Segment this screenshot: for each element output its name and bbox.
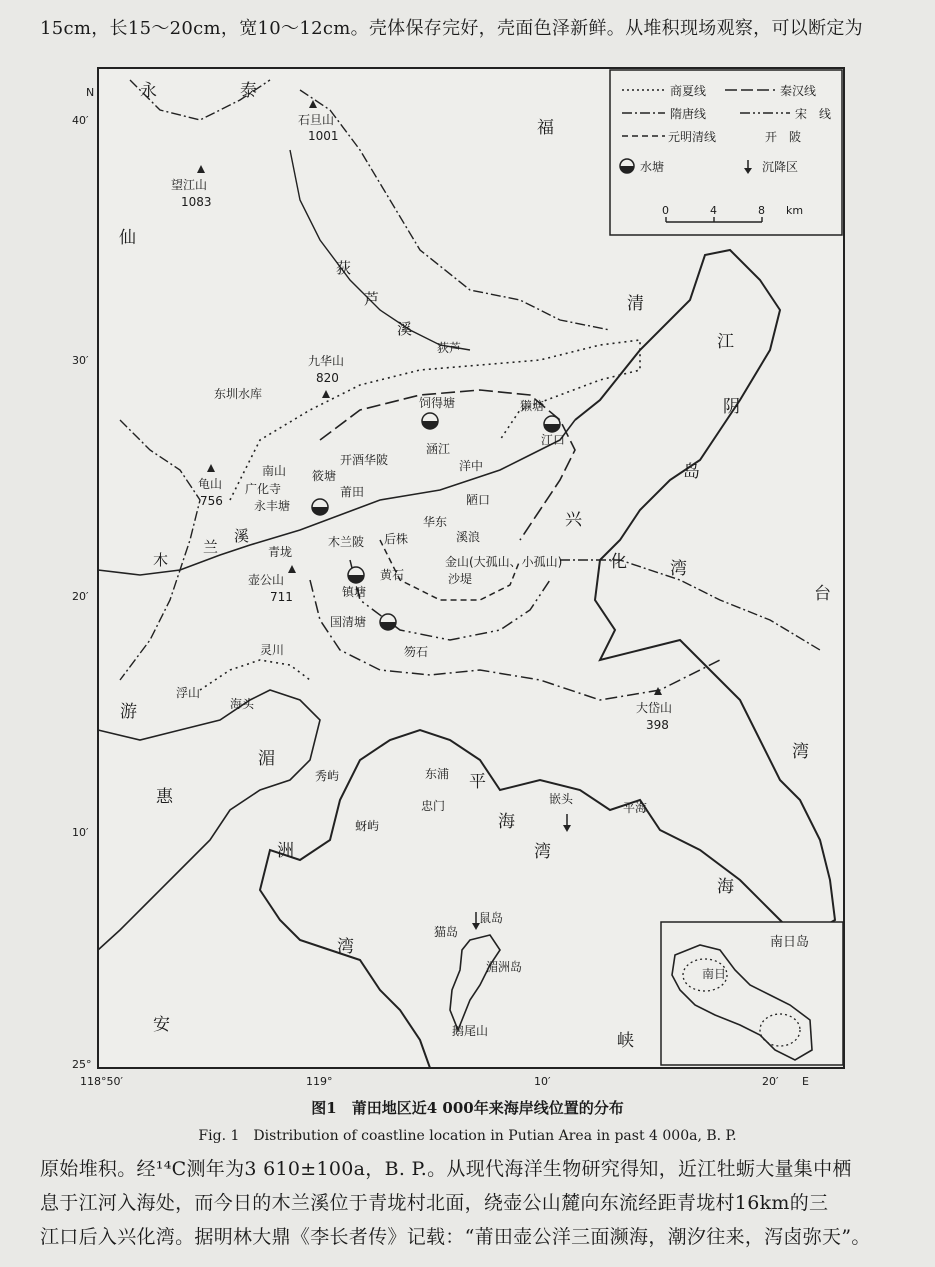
region-label: 福: [537, 118, 554, 138]
figure-caption-chinese: 图1 莆田地区近4 000年来海岸线位置的分布: [311, 1099, 624, 1117]
lon-tick-label: 20′: [762, 1075, 779, 1088]
place-label: 华东: [423, 515, 448, 529]
place-label: 蚜屿: [355, 819, 380, 833]
place-label: 溪浪: [456, 530, 481, 544]
place-label: 沙堤: [448, 572, 473, 586]
place-label: 木兰陂: [328, 535, 365, 549]
legend-subsidence-label: 沉降区: [762, 160, 799, 174]
mountain-name: 龟山: [198, 477, 223, 491]
lon-tick-label: 10′: [534, 1075, 551, 1088]
region-label: 洲: [277, 841, 294, 861]
place-label: 平海: [623, 801, 648, 815]
mountain-elevation: 756: [200, 494, 223, 508]
body-text-line: 江口后入兴化湾。据明林大鼎《李长者传》记载：“莆田壶公洋三面濒海，潮汐往来，泻卤弥天”。: [40, 1226, 871, 1248]
place-label: 鼠岛: [479, 911, 504, 925]
mountain-name: 石旦山: [298, 113, 335, 127]
region-label: 湾: [670, 559, 687, 579]
region-label: 湄: [258, 749, 275, 769]
place-label: 鹅尾山: [452, 1024, 489, 1038]
scale-tick-label: 8: [758, 204, 765, 217]
lon-tick-label: 118°50′: [80, 1075, 123, 1088]
place-label: 湄洲岛: [486, 960, 523, 974]
scale-tick-label: 4: [710, 204, 717, 217]
river-label-huluxi: 荻: [336, 259, 352, 277]
scale-unit-label: km: [786, 204, 804, 217]
place-label: 南山: [262, 464, 287, 478]
region-label: 海: [498, 812, 515, 832]
place-label: 莆田: [340, 485, 365, 499]
place-label: 浮山: [176, 686, 201, 700]
place-label: 国清塘: [330, 615, 367, 629]
region-label: 永: [140, 81, 157, 101]
mountain-name: 望江山: [171, 178, 208, 192]
place-label: 洋中: [459, 459, 484, 473]
region-label: 江: [717, 332, 734, 352]
legend-yuan-ming-qing-label: 元明清线: [668, 130, 717, 144]
region-label: 湾: [337, 937, 354, 957]
place-label: 獭塘: [520, 399, 545, 413]
place-label: 东浦: [425, 767, 450, 781]
mountain-elevation: 1001: [308, 129, 339, 143]
region-label: 阴: [723, 397, 740, 417]
place-label: 陋口: [466, 493, 491, 507]
region-label: 湾: [792, 742, 809, 762]
legend-pond-label: 水塘: [640, 160, 665, 174]
region-label: 兴: [565, 510, 582, 530]
inset-title: 南日岛: [770, 935, 810, 950]
place-label: 笏石: [404, 645, 429, 659]
region-label: 清: [627, 294, 644, 314]
figure-caption-english: Fig. 1 Distribution of coastline location in Putian Area in past 4 000a, B. P.: [198, 1128, 737, 1144]
place-label: 秀屿: [315, 769, 340, 783]
legend-sui-tang-label: 隋唐线: [670, 107, 707, 121]
place-label: 筱塘: [312, 469, 337, 483]
scale-tick-label: 0: [662, 204, 669, 217]
mountain-name: 大岱山: [636, 701, 673, 715]
place-label: 灵川: [260, 643, 285, 657]
mountain-elevation: 1083: [181, 195, 212, 209]
region-label: 台: [814, 584, 831, 604]
body-text-line: 息于江河入海处，而今日的木兰溪位于青垅村北面，绕壶公山麓向东流经距青垅村16km的三: [40, 1192, 829, 1214]
region-label: 峡: [617, 1031, 634, 1051]
place-label: 广化寺: [245, 482, 282, 496]
place-label: 黄石: [380, 568, 405, 582]
body-text-line: 原始堆积。经¹⁴C测年为3 610±100a，B. P.。从现代海洋生物研究得知，近江牡蛎大量集中栖: [40, 1158, 852, 1180]
river-label-huluxi: 芦: [364, 290, 380, 308]
mountain-name: 九华山: [308, 354, 345, 368]
place-label: 涵江: [426, 442, 451, 456]
place-label: 开酒华陂: [340, 453, 389, 467]
place-label: 江口: [541, 433, 566, 447]
place-label: 金山(大孤山、小孤山): [445, 555, 563, 569]
place-label: 荻芦: [437, 341, 462, 355]
legend-dike-label: 开 陂: [765, 130, 802, 144]
place-label: 后株: [384, 532, 409, 546]
lat-tick-label: 20′: [72, 590, 89, 603]
place-label: 海头: [230, 697, 255, 711]
place-label: 永丰塘: [254, 499, 291, 513]
river-label-mulanxi: 兰: [203, 538, 219, 556]
river-label-mulanxi: 溪: [234, 527, 250, 545]
mountain-elevation: 820: [316, 371, 339, 385]
east-label: E: [802, 1075, 809, 1088]
region-label: 平: [469, 772, 486, 792]
inset-label: 南日: [702, 967, 727, 981]
region-label: 湾: [534, 842, 551, 862]
region-label: 惠: [156, 787, 173, 807]
place-label: 镇塘: [342, 585, 367, 599]
lon-tick-label: 119°: [306, 1075, 333, 1088]
page-top-text-line: 15cm，长15～20cm，宽10～12cm。壳体保存完好，壳面色泽新鲜。从堆积现场观察，可以断定为: [40, 18, 863, 39]
place-label: 东圳水库: [214, 387, 263, 401]
place-label: 嵌头: [549, 792, 574, 806]
river-label-huluxi: 溪: [397, 320, 413, 338]
region-label: 泰: [240, 81, 257, 101]
region-label: 游: [120, 702, 137, 722]
legend-song-label: 宋 线: [795, 107, 832, 121]
region-label: 仙: [119, 228, 136, 248]
river-label-mulanxi: 木: [153, 551, 169, 569]
mountain-elevation: 398: [646, 718, 669, 732]
region-label: 海: [717, 877, 734, 897]
lat-tick-label: 30′: [72, 354, 89, 367]
legend-qin-han-label: 秦汉线: [780, 84, 817, 98]
region-label: 岛: [683, 462, 700, 482]
mountain-elevation: 711: [270, 590, 293, 604]
region-label: 化: [610, 552, 627, 572]
north-label: N: [86, 86, 95, 99]
legend-shang-xia-label: 商夏线: [670, 84, 707, 98]
place-label: 青垅: [268, 545, 293, 559]
place-label: 饲得塘: [419, 396, 456, 410]
place-label: 猫岛: [434, 925, 459, 939]
region-label: 安: [153, 1015, 170, 1035]
inset-box: [661, 922, 843, 1065]
lat-tick-label: 40′: [72, 114, 89, 127]
place-label: 忠门: [421, 799, 446, 813]
lat-tick-label: 10′: [72, 826, 89, 839]
mountain-name: 壶公山: [248, 573, 285, 587]
lat-tick-label: 25°: [72, 1058, 92, 1071]
